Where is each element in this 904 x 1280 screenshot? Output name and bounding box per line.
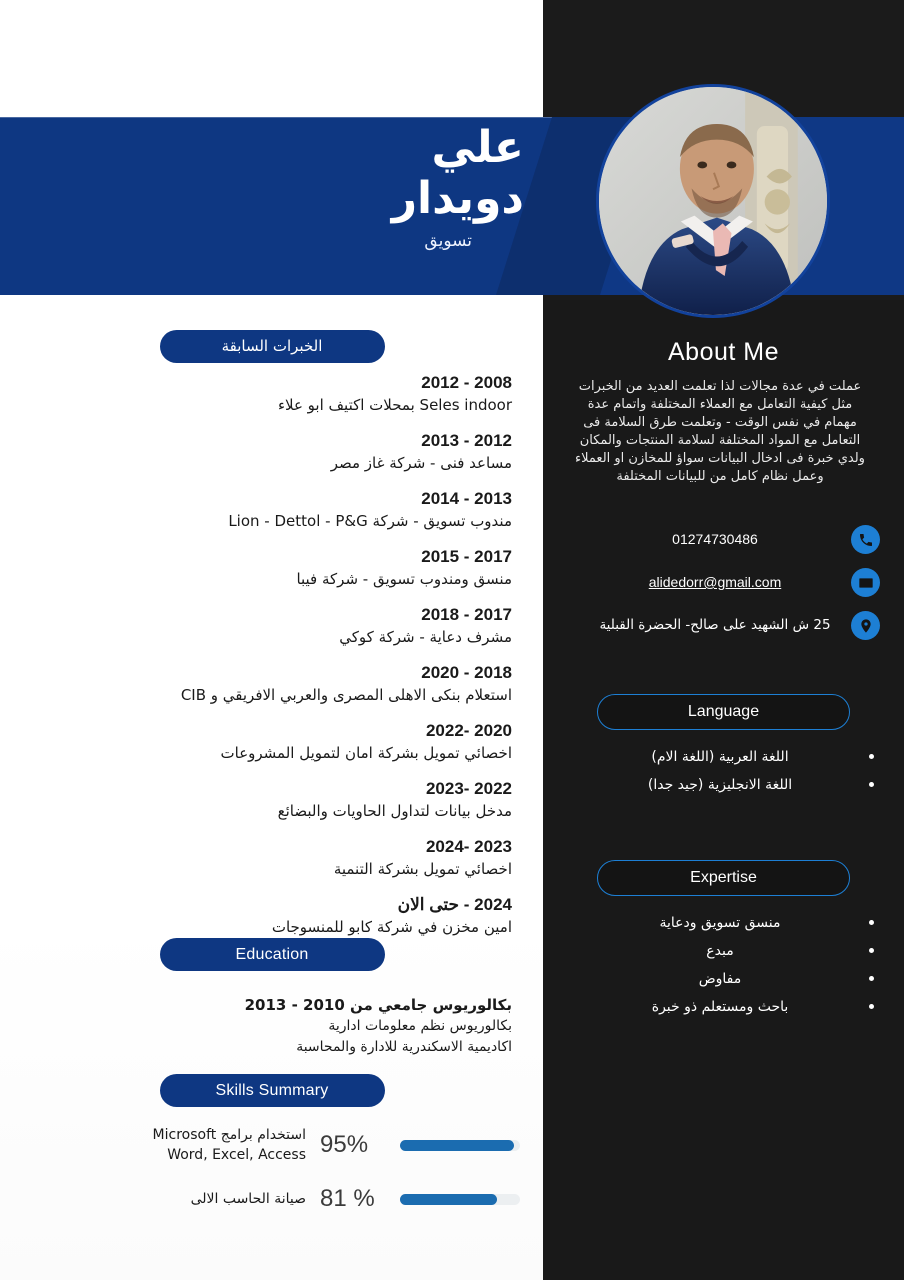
header-name-block [0,117,560,295]
education-block [0,995,544,1058]
expertise-item [565,909,874,937]
experience-item [0,662,544,706]
experience-role: استعلام بنكى الاهلى المصرى والعربي الافريقي و CIB [180,686,512,704]
phone-number: 01274730486 [672,531,758,547]
skill-bar [320,1131,520,1159]
experience-heading: الخبرات السابقة [160,330,385,363]
experience-role: منسق ومندوب تسويق - شركة فيبا [296,570,512,588]
experience-role: امين مخزن في شركة كابو للمنسوجات [271,918,512,936]
experience-date: 2022 -2023 [425,779,512,798]
experience-date: 2018 - 2020 [421,663,512,682]
address-text: 25 ش الشهيد على صالح- الحضرة القبلية [599,617,831,633]
experience-role: مندوب تسويق - شركة Lion - Dettol - P&G [228,512,512,530]
skill-row [0,1172,544,1226]
location-icon [851,611,880,640]
language-item [565,771,874,799]
expertise-item [565,965,874,993]
contact-row-email[interactable] [543,568,904,597]
experience-date: 2024 - حتى الان [397,895,512,914]
email-address[interactable]: alidedorr@gmail.com [648,574,782,590]
experience-list [0,372,544,952]
experience-date: 2020 -2022 [425,721,512,740]
expertise-item [565,993,874,1021]
experience-date: 2013 - 2014 [421,489,512,508]
name-last: دويدار [391,173,524,224]
bullet-dot-icon [869,976,874,981]
name-first: علي [431,122,524,173]
bullet-dot-icon [869,920,874,925]
education-heading: Education [160,938,385,971]
education-institution: اكاديمية الاسكندرية للادارة والمحاسبة [296,1039,512,1055]
experience-item [0,372,544,416]
expertise-heading: Expertise [597,860,850,896]
experience-item [0,720,544,764]
experience-date: 2017 - 2018 [421,605,512,624]
skill-bar [320,1185,520,1213]
bullet-dot-icon [869,948,874,953]
bullet-dot-icon [869,754,874,759]
experience-role: مدخل بيانات لتداول الحاويات والبضائع [277,802,512,820]
contact-list [543,525,904,654]
expertise-list [543,909,904,1021]
skill-percent: 95% [320,1131,369,1158]
experience-role: اخصائي تمويل بشركة امان لتمويل المشروعات [220,744,512,762]
skill-percent: 81 % [320,1185,375,1212]
skill-track [400,1194,520,1205]
experience-date: 2012 - 2013 [421,431,512,450]
language-heading: Language [597,694,850,730]
experience-role: مشرف دعاية - شركة كوكي [339,628,512,646]
expertise-item [565,937,874,965]
expertise-label: مبدع [706,943,734,959]
experience-item [0,430,544,474]
skills-heading: Skills Summary [160,1074,385,1107]
skill-label: صيانة الحاسب الالى [190,1191,306,1207]
expertise-label: منسق تسويق ودعاية [659,915,781,931]
contact-row-phone[interactable] [543,525,904,554]
profile-photo [596,84,830,318]
language-list [543,743,904,799]
skills-list [0,1118,544,1226]
education-degree-years: بكالوريوس جامعي من 2010 - 2013 [244,996,512,1014]
experience-date: 2017 - 2015 [421,547,512,566]
skill-row [0,1118,544,1172]
experience-item [0,836,544,880]
experience-item [0,604,544,648]
experience-item [0,894,544,938]
education-degree: بكالوريوس نظم معلومات ادارية [328,1018,512,1034]
skill-fill [400,1194,497,1205]
skill-track [400,1140,520,1151]
phone-icon [851,525,880,554]
skill-label: استخدام برامج Microsoft Word, Excel, Access [152,1127,306,1163]
language-label: اللغة الانجليزية (جيد جدا) [647,777,793,793]
experience-role: اخصائي تمويل بشركة التنمية [333,860,512,878]
skill-fill [400,1140,514,1151]
experience-date: 2023 -2024 [425,837,512,856]
language-item [565,743,874,771]
about-title: About Me [667,338,779,366]
expertise-label: باحث ومستعلم ذو خبرة [651,999,789,1015]
experience-item [0,546,544,590]
expertise-label: مفاوض [698,971,742,987]
experience-role: Seles indoor بمحلات اكتيف ابو علاء [277,396,512,414]
experience-date: 2008 - 2012 [421,373,512,392]
language-label: اللغة العربية (اللغة الام) [651,749,789,765]
bullet-dot-icon [869,782,874,787]
expertise-section [543,860,904,1021]
language-section [543,694,904,799]
experience-item [0,778,544,822]
bullet-dot-icon [869,1004,874,1009]
contact-row-address[interactable] [543,611,904,640]
experience-role: مساعد فنى - شركة غاز مصر [330,454,512,472]
about-text: عملت في عدة مجالات لذا تعلمت العديد من الخبرات مثل كيفية التعامل مع العملاء المختلفة واتمام عدة مهمام في نفس الوقت - وتعلمت طرق السلامة فى التعامل مع المواد المختلفة لسلامة المنتجات والمكان ولدي خبرة فى ادخال البيانات سواؤ للمخازن او العملاء وعمل نظام كامل من للبيانات المختلفة [575,379,865,484]
job-title: تسويق [424,231,472,251]
email-icon [851,568,880,597]
experience-item [0,488,544,532]
